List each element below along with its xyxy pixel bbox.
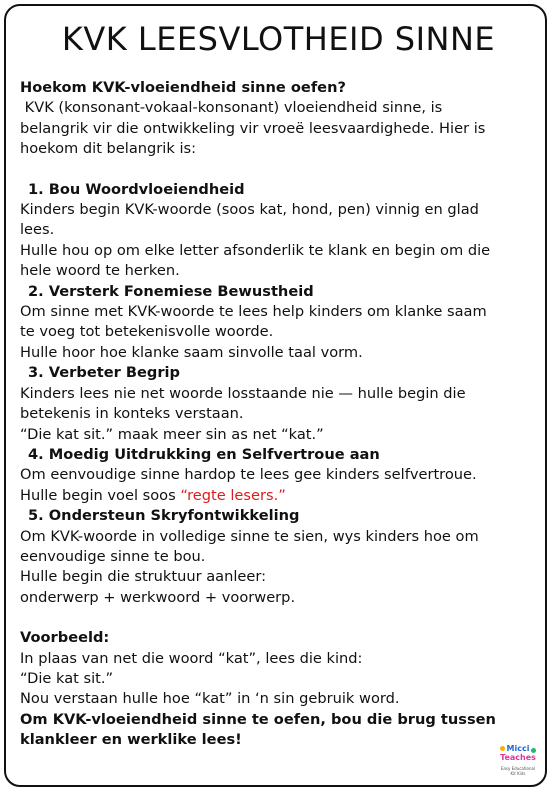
section-heading: 3. Verbeter Begrip (28, 364, 180, 382)
intro-line: KVK (konsonant-vokaal-konsonant) vloeiendheid sinne, is (20, 99, 443, 117)
page-title: KVK LEESVLOTHEID SINNE (61, 20, 496, 58)
section-line: Kinders lees nie net woorde losstaande nie — hulle begin die (20, 384, 466, 402)
example-line: Nou verstaan hulle hoe “kat” in ‘n sin gebruik word. (20, 690, 400, 708)
section-line: Om KVK-woorde in volledige sinne te sien, wys kinders hoe om (20, 527, 479, 545)
section-line: te voeg tot betekenisvolle woorde. (20, 323, 274, 341)
highlighted-quote: “regte lesers.” (180, 486, 286, 504)
section-line: eenvoudige sinne te bou. (20, 547, 206, 565)
section-line: Hulle hou op om elke letter afsonderlik te klank en begin om die (20, 241, 491, 259)
section-line: betekenis in konteks verstaan. (20, 405, 244, 423)
section-heading: 5. Ondersteun Skryfontwikkeling (28, 507, 300, 525)
spacer (20, 160, 534, 180)
logo-text: Teaches (500, 753, 536, 762)
section-line: lees. (20, 221, 55, 239)
section-line-text: Hulle begin voel soos (20, 486, 181, 504)
section-line: hele woord te herken. (20, 262, 180, 280)
section-line: Om eenvoudige sinne hardop te lees gee kinders selfvertroue. (20, 466, 477, 484)
section-line: “Die kat sit.” maak meer sin as net “kat.” (20, 425, 324, 443)
closing-line: Om KVK-vloeiendheid sinne te oefen, bou die brug tussen (20, 710, 496, 728)
section-line: Om sinne met KVK-woorde te lees help kinders om klanke saam (20, 303, 487, 321)
spacer (20, 608, 534, 628)
section-line: Kinders begin KVK-woorde (soos kat, hond, pen) vinnig en glad (20, 201, 479, 219)
closing-line: klankleer en werklike lees! (20, 731, 242, 749)
logo-tagline: Easy Educational Kit Kids (500, 766, 536, 776)
example-line: In plaas van net die woord “kat”, lees die kind: (20, 649, 363, 667)
intro-line: hoekom dit belangrik is: (20, 140, 197, 158)
section-line: onderwerp + werkwoord + voorwerp. (20, 588, 296, 606)
logo-text: Micci (506, 744, 530, 753)
example-line: “Die kat sit.” (20, 669, 114, 687)
section-heading: 2. Versterk Fonemiese Bewustheid (28, 282, 314, 300)
brand-logo (498, 744, 538, 780)
intro-heading: Hoekom KVK-vloeiendheid sinne oefen? (20, 79, 346, 96)
example-heading: Voorbeeld: (20, 629, 110, 647)
section-line: Hulle hoor hoe klanke saam sinvolle taal vorm. (20, 343, 363, 361)
intro-line: belangrik vir die ontwikkeling vir vroeë leesvaardighede. Hier is (20, 119, 486, 137)
section-heading: 1. Bou Woordvloeiendheid (28, 180, 245, 198)
section-heading: 4. Moedig Uitdrukking en Selfvertroue aan (28, 445, 380, 463)
document-body (20, 78, 534, 751)
section-line-with-highlight (20, 486, 534, 506)
section-line: Hulle begin die struktuur aanleer: (20, 568, 267, 586)
